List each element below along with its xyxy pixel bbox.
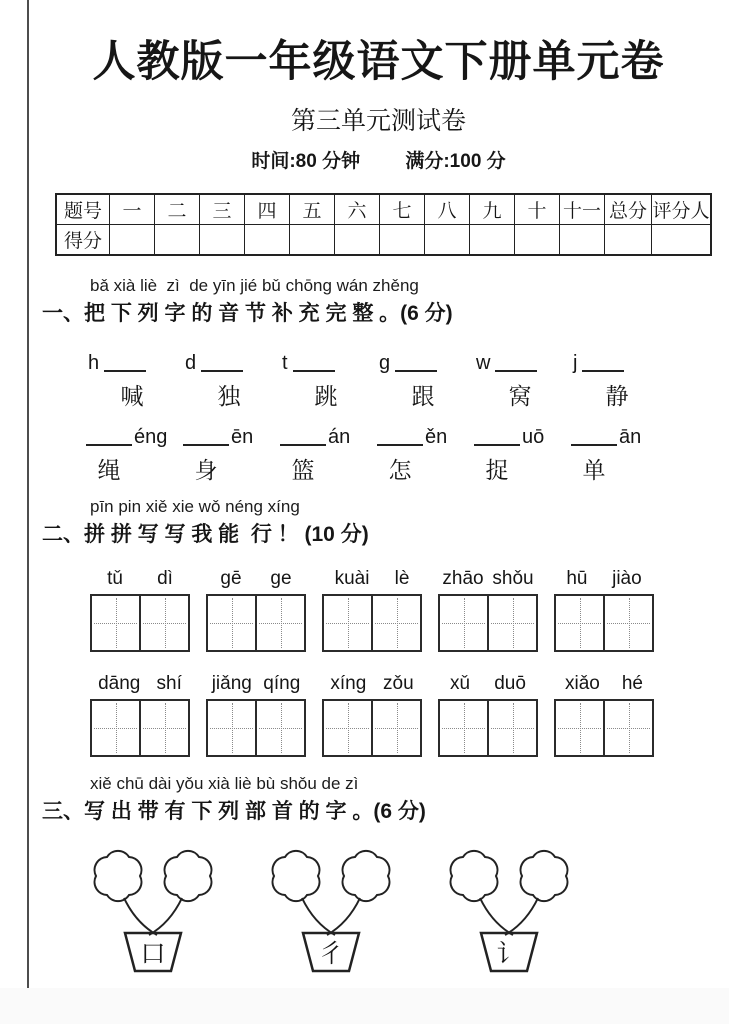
writing-cell	[603, 596, 652, 650]
writing-cell	[603, 701, 652, 755]
writing-cell	[440, 596, 487, 650]
score-blank-cell	[652, 225, 712, 256]
pinyin-syllable: dì	[157, 568, 173, 589]
final-letters: uō	[522, 426, 545, 448]
writing-grid	[554, 594, 654, 652]
pinyin-syllable: zǒu	[383, 673, 414, 694]
writing-cell	[487, 596, 536, 650]
writing-grid	[438, 594, 538, 652]
flower-pot-diagram	[256, 841, 406, 977]
hanzi: 捉	[485, 457, 509, 483]
flower-blank	[451, 851, 498, 901]
score-blank-cell	[110, 225, 155, 256]
writing-cell	[255, 596, 304, 650]
syllable-item	[379, 347, 476, 411]
flower-stem	[302, 898, 335, 935]
writing-cell	[139, 701, 188, 755]
flower-stem	[327, 898, 360, 935]
writing-cell	[92, 701, 139, 755]
exam-info	[28, 146, 729, 173]
pinyin-syllable: jiào	[612, 568, 642, 589]
writing-grid	[322, 594, 422, 652]
fill-blank-line	[293, 370, 335, 372]
syllable-item	[282, 347, 379, 411]
pinyin-syllable: kuài	[334, 568, 370, 589]
syllable-item	[185, 347, 282, 411]
exam-full-score: 满分:100 分	[405, 151, 506, 172]
syllable-item	[573, 347, 670, 411]
writing-grid	[554, 699, 654, 757]
hanzi: 窝	[508, 383, 532, 409]
hanzi: 篮	[291, 457, 315, 483]
syllable-item	[377, 421, 474, 485]
score-header-cell: 评分人	[652, 194, 712, 225]
score-table-score-row	[56, 225, 711, 256]
fill-blank-line	[86, 444, 132, 446]
radical-label: 彳	[318, 941, 344, 968]
hanzi: 静	[605, 383, 629, 409]
flower-stem	[149, 898, 182, 935]
page-bottom-edge	[0, 988, 729, 1024]
radical-label: 口	[140, 941, 166, 968]
writing-cell	[139, 596, 188, 650]
section1-heading: 一、把 下 列 字 的 音 节 补 充 完 整 。(6 分)	[42, 302, 453, 325]
word-group	[554, 671, 654, 757]
hanzi: 绳	[97, 457, 121, 483]
score-header-cell: 题号	[56, 194, 110, 225]
pinyin-syllable: gē	[220, 568, 242, 589]
flower-blank	[95, 851, 142, 901]
fill-blank-line	[571, 444, 617, 446]
syllable-item	[86, 421, 183, 485]
score-table-header-row	[56, 194, 711, 225]
writing-cell	[208, 701, 255, 755]
score-header-cell: 四	[245, 194, 290, 225]
syllable-item	[280, 421, 377, 485]
writing-grid	[438, 699, 538, 757]
writing-cell	[556, 701, 603, 755]
hanzi: 怎	[388, 457, 412, 483]
pinyin-syllable: jiǎng	[211, 673, 252, 694]
writing-cell	[208, 596, 255, 650]
fill-blank-line	[395, 370, 437, 372]
score-header-cell: 一	[110, 194, 155, 225]
initial-letter: j	[573, 352, 578, 374]
syllable-item	[183, 421, 280, 485]
pinyin-syllable: hū	[566, 568, 588, 589]
initial-letter: t	[282, 352, 288, 374]
section1-pinyin: bǎ xià liè zì de yīn jié bǔ chōng wán zhěng	[90, 276, 419, 295]
initial-letter: g	[379, 352, 391, 374]
initial-letter: d	[185, 352, 197, 374]
score-blank-cell	[290, 225, 335, 256]
word-group	[438, 671, 538, 757]
pinyin-syllable: hé	[621, 673, 643, 694]
flower-pot-diagram	[78, 841, 228, 977]
word-group	[90, 671, 190, 757]
final-letters: án	[328, 426, 351, 448]
radical-label: 讠	[496, 941, 522, 968]
section2-row2	[90, 671, 670, 757]
pinyin-syllable: qíng	[263, 673, 301, 694]
flower-blank	[165, 851, 212, 901]
writing-grid	[90, 594, 190, 652]
section1-row2	[86, 421, 668, 485]
score-blank-cell	[200, 225, 245, 256]
initial-letter: h	[88, 352, 100, 374]
syllable-item	[571, 421, 668, 485]
writing-cell	[324, 596, 371, 650]
score-blank-cell	[335, 225, 380, 256]
writing-grid	[90, 699, 190, 757]
score-header-cell: 十	[515, 194, 560, 225]
page-subtitle: 第三单元测试卷	[290, 107, 466, 135]
pinyin-syllable: xíng	[330, 673, 367, 694]
section2-pinyin: pīn pin xiě xie wǒ néng xíng	[90, 497, 300, 516]
writing-cell	[371, 596, 420, 650]
final-letters: ān	[619, 426, 642, 448]
hanzi: 独	[217, 383, 241, 409]
flower-stem	[480, 898, 513, 935]
score-header-cell: 总分	[605, 194, 652, 225]
pinyin-syllable: tǔ	[107, 568, 123, 589]
syllable-item	[474, 421, 571, 485]
fill-blank-line	[183, 444, 229, 446]
flower-pot-diagram	[434, 841, 584, 977]
fill-blank-line	[280, 444, 326, 446]
hanzi: 身	[194, 457, 218, 483]
score-header-cell: 三	[200, 194, 245, 225]
score-blank-cell	[380, 225, 425, 256]
section3-pinyin: xiě chū dài yǒu xià liè bù shǒu de zì	[90, 774, 359, 793]
final-letters: ěn	[425, 426, 448, 448]
pinyin-syllable: xǔ	[450, 673, 471, 694]
score-blank-cell	[605, 225, 652, 256]
score-header-cell: 七	[380, 194, 425, 225]
exam-time: 时间:80 分钟	[251, 151, 361, 172]
score-blank-cell	[470, 225, 515, 256]
word-group	[554, 566, 654, 652]
score-header-cell: 十一	[560, 194, 605, 225]
fill-blank-line	[201, 370, 243, 372]
fill-blank-line	[377, 444, 423, 446]
score-header-cell: 六	[335, 194, 380, 225]
hanzi: 跳	[314, 383, 338, 409]
score-header-cell: 二	[155, 194, 200, 225]
writing-cell	[92, 596, 139, 650]
fill-blank-line	[104, 370, 146, 372]
fill-blank-line	[474, 444, 520, 446]
score-header-cell: 八	[425, 194, 470, 225]
flower-blank	[273, 851, 320, 901]
fill-blank-line	[495, 370, 537, 372]
section3-flower-diagrams	[78, 841, 584, 977]
score-blank-cell	[425, 225, 470, 256]
syllable-item	[476, 347, 573, 411]
writing-cell	[556, 596, 603, 650]
writing-cell	[371, 701, 420, 755]
writing-grid	[322, 699, 422, 757]
score-blank-cell	[560, 225, 605, 256]
pinyin-syllable: zhāo	[442, 568, 484, 589]
section2-row1	[90, 566, 670, 652]
fill-blank-line	[582, 370, 624, 372]
initial-letter: w	[476, 352, 491, 374]
flower-stem	[505, 898, 538, 935]
hanzi: 跟	[411, 383, 435, 409]
flower-blank	[343, 851, 390, 901]
writing-cell	[255, 701, 304, 755]
pinyin-syllable: duō	[494, 673, 526, 694]
pinyin-syllable: shǒu	[492, 568, 534, 589]
hanzi: 喊	[120, 383, 144, 409]
section3-heading: 三、写 出 带 有 下 列 部 首 的 字 。(6 分)	[42, 800, 426, 823]
writing-cell	[440, 701, 487, 755]
section1-row1	[88, 347, 670, 411]
word-group	[322, 671, 422, 757]
final-letters: éng	[134, 426, 168, 448]
pinyin-syllable: dāng	[98, 673, 141, 694]
pinyin-syllable: xiǎo	[565, 673, 600, 694]
score-blank-cell	[155, 225, 200, 256]
score-table	[55, 193, 712, 256]
word-group	[90, 566, 190, 652]
pinyin-syllable: lè	[394, 568, 410, 589]
word-group	[322, 566, 422, 652]
score-blank-cell	[245, 225, 290, 256]
hanzi: 单	[582, 457, 606, 483]
word-group	[206, 566, 306, 652]
score-blank-cell	[515, 225, 560, 256]
writing-cell	[324, 701, 371, 755]
word-group	[438, 566, 538, 652]
score-row-label: 得分	[56, 225, 110, 256]
page-title: 人教版一年级语文下册单元卷	[92, 38, 665, 86]
writing-grid	[206, 699, 306, 757]
word-group	[206, 671, 306, 757]
flower-stem	[124, 898, 157, 935]
score-header-cell: 五	[290, 194, 335, 225]
score-header-cell: 九	[470, 194, 515, 225]
pinyin-syllable: ge	[270, 568, 292, 589]
writing-cell	[487, 701, 536, 755]
writing-grid	[206, 594, 306, 652]
section2-heading: 二、拼 拼 写 写 我 能 行 ！ (10 分)	[42, 523, 369, 546]
syllable-item	[88, 347, 185, 411]
final-letters: ēn	[231, 426, 254, 448]
pinyin-syllable: shí	[156, 673, 182, 694]
flower-blank	[521, 851, 568, 901]
